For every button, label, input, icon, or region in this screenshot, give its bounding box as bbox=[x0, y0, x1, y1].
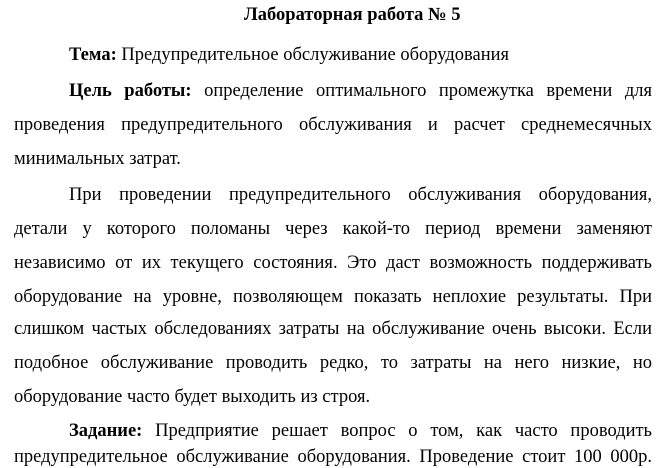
goal-label: Цель работы: bbox=[69, 81, 192, 101]
task-line-2: предупредительное обслуживание оборудования. Проведение стоит 100 000р. bbox=[14, 447, 652, 467]
paragraph-line-6: подобное обслуживание проводить редко, то затраты на него низкие, но bbox=[14, 353, 652, 373]
task-text-1: Предприятие решает вопрос о том, как часто проводить bbox=[142, 421, 652, 441]
task-line-1 bbox=[69, 420, 652, 442]
goal-line-2: проведения предупредительного обслуживания и расчет среднемесячных bbox=[14, 115, 652, 135]
paragraph-line-7: оборудование часто будет выходить из строя. bbox=[14, 387, 371, 407]
paragraph-line-1: При проведении предупредительного обслуживания оборудования, bbox=[69, 185, 652, 205]
topic-text: Предупредительное обслуживание оборудования bbox=[116, 45, 510, 65]
goal-line-3: минимальных затрат. bbox=[14, 149, 181, 169]
goal-line-1 bbox=[69, 80, 652, 102]
paragraph-line-3: независимо от их текущего состояния. Это даст возможность поддерживать bbox=[14, 253, 652, 273]
task-label: Задание: bbox=[69, 421, 143, 441]
document-title: Лабораторная работа № 5 bbox=[244, 5, 461, 25]
topic-label: Тема: bbox=[69, 45, 117, 65]
goal-text-1: определение оптимального промежутка времени для bbox=[191, 81, 652, 101]
paragraph-line-2: детали у которого поломаны через какой-то период времени заменяют bbox=[14, 219, 652, 239]
paragraph-line-5: слишком частых обследованиях затраты на обслуживание очень высоки. Если bbox=[14, 319, 652, 339]
paragraph-line-4: оборудование на уровне, позволяющем показать неплохие результаты. При bbox=[14, 287, 652, 307]
topic-line bbox=[69, 44, 509, 66]
